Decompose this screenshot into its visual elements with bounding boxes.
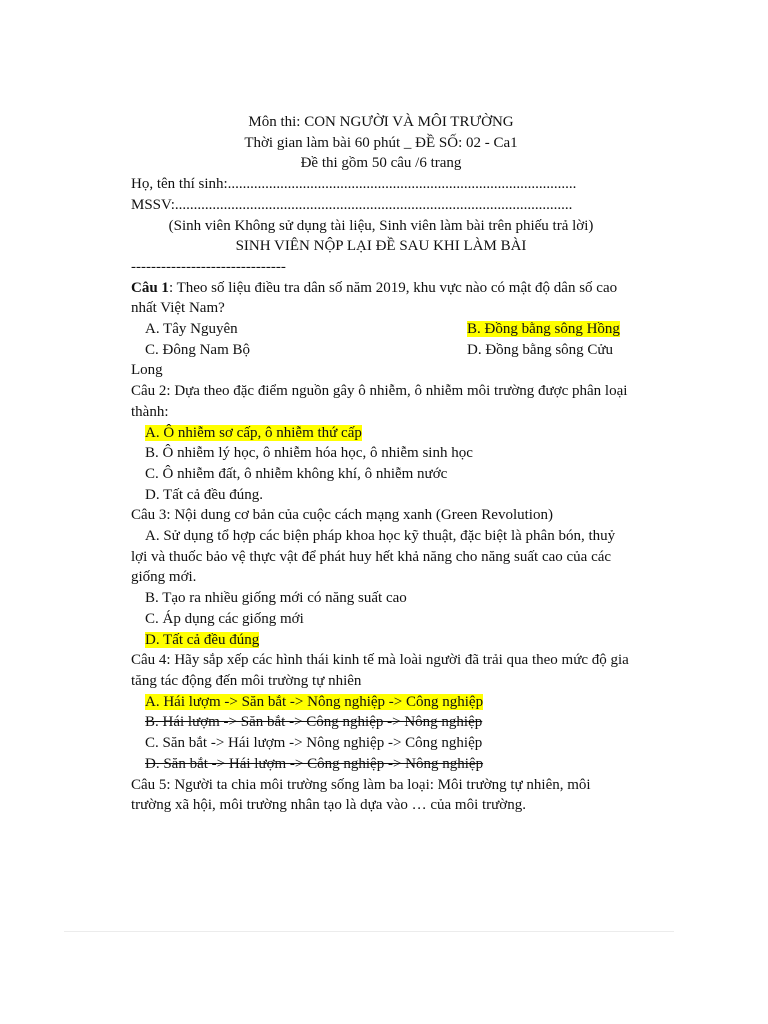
- q4-option-a: A. Hái lượm -> Săn bắt -> Nông nghiệp -> Công nghiệp: [145, 693, 484, 710]
- question-1-options-row1: [131, 319, 631, 340]
- q2-option-d: D. Tất cả đều đúng.: [145, 486, 264, 503]
- q3-option-b: B. Tạo ra nhiều giống mới có năng suất cao: [145, 590, 407, 607]
- q1-option-c: C. Đông Nam Bộ: [145, 341, 250, 358]
- q1-option-a: A. Tây Nguyên: [145, 321, 238, 338]
- return-note: SINH VIÊN NỘP LẠI ĐỀ SAU KHI LÀM BÀI: [235, 238, 527, 255]
- exam-page: [131, 112, 631, 816]
- q3-option-d: D. Tất cả đều đúng: [145, 631, 260, 648]
- exam-note: (Sinh viên Không sử dụng tài liệu, Sinh viên làm bài trên phiếu trả lời): [168, 217, 594, 234]
- question-1-text: : Theo số liệu điều tra dân số năm 2019, khu vực nào có mật độ dân số cao nhất Việt Nam?: [131, 279, 618, 317]
- question-4-text: Câu 4: Hãy sắp xếp các hình thái kinh tế mà loài người đã trải qua theo mức độ gia tăng tác động đến môi trường tự nhiên: [131, 652, 629, 689]
- separator-line: -------------------------------: [131, 258, 286, 275]
- q2-option-b: B. Ô nhiễm lý học, ô nhiễm hóa học, ô nhiễm sinh học: [145, 445, 473, 462]
- question-1-label: Câu 1: [131, 279, 169, 296]
- q4-option-d: D. Săn bắt -> Hái lượm -> Công nghiệp -> Nông nghiệp: [145, 755, 484, 772]
- question-5-text: Câu 5: Người ta chia môi trường sống làm ba loại: Môi trường tự nhiên, môi trường xã hội, môi trường nhân tạo là dựa vào … của môi trường.: [131, 776, 591, 814]
- question-3-text: Câu 3: Nội dung cơ bản của cuộc cách mạng xanh (Green Revolution): [131, 507, 553, 524]
- q2-option-c: C. Ô nhiễm đất, ô nhiễm không khí, ô nhiễm nước: [145, 465, 448, 482]
- q1-option-d: D. Đồng bằng sông Cửu: [467, 341, 614, 358]
- q4-option-c: C. Săn bắt -> Hái lượm -> Nông nghiệp -> Công nghiệp: [145, 735, 483, 752]
- q3-option-c: C. Áp dụng các giống mới: [145, 610, 304, 627]
- q4-option-b: B. Hái lượm -> Săn bắt -> Công nghiệp -> Nông nghiệp: [145, 714, 483, 731]
- question-1-options-row2: [131, 340, 631, 361]
- page-divider: [64, 931, 674, 932]
- exam-time: Thời gian làm bài 60 phút _ ĐỀ SỐ: 02 - Ca1: [244, 134, 518, 151]
- q1-option-b: B. Đồng bằng sông Hồng: [467, 321, 620, 338]
- q1-option-d-continued: Long: [131, 362, 163, 379]
- exam-subject: Môn thi: CON NGƯỜI VÀ MÔI TRƯỜNG: [248, 114, 514, 130]
- exam-pages: Đề thi gồm 50 câu /6 trang: [300, 155, 462, 172]
- question-2-text: Câu 2: Dựa theo đặc điểm nguồn gây ô nhiễm, ô nhiễm môi trường được phân loại thành:: [131, 383, 628, 420]
- question-1: [131, 278, 631, 319]
- student-id-line: MSSV:..........................................................................................................: [131, 196, 573, 213]
- q3-option-a: A. Sử dụng tổ hợp các biện pháp khoa học kỹ thuật, đặc biệt là phân bón, thuỷ lợi và thuốc bảo vệ thực vật để phát huy hết khả năng cho năng suất cao của các giống mới.: [131, 528, 616, 586]
- student-name-line: Họ, tên thí sinh:.............................................................................................: [131, 176, 577, 193]
- q2-option-a: A. Ô nhiễm sơ cấp, ô nhiễm thứ cấp: [145, 424, 362, 441]
